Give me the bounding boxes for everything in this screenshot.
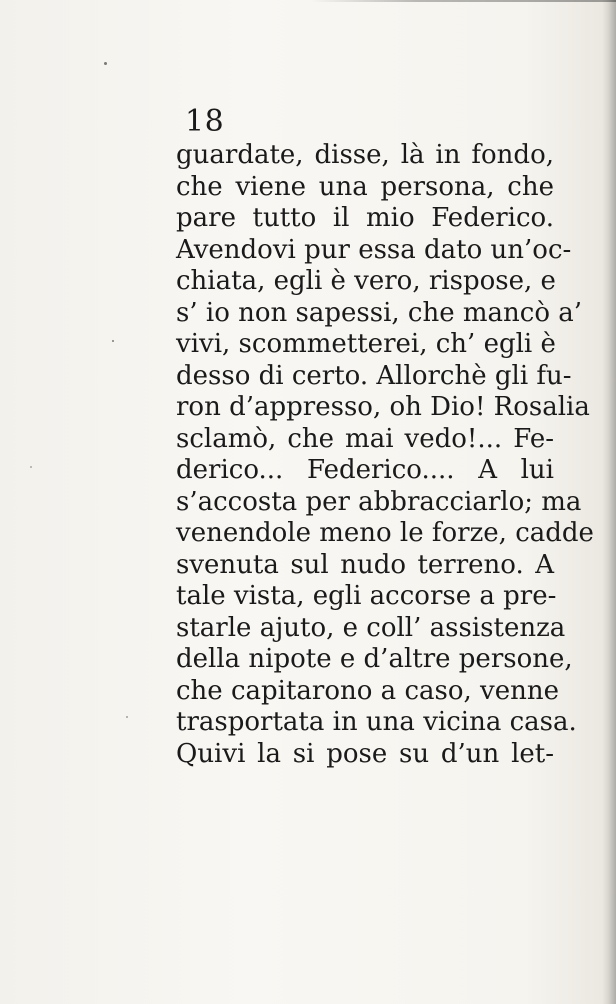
page-gutter-shadow [602,0,616,1004]
paper-speck [112,340,114,342]
paper-speck [104,62,107,65]
paper-speck [30,466,32,468]
text-line: trasportata in una vicina casa. [176,707,577,737]
text-line: Quivi la si pose su d’un let- [176,738,554,769]
text-line: tale vista, egli accorse a pre- [176,581,557,611]
text-line: derico... Federico.... A lui [176,455,554,485]
text-line: desso di certo. Allorchè gli fu- [176,360,572,391]
text-line: svenuta sul nudo terreno. A [176,549,554,580]
text-line: che capitarono a caso, venne [176,675,559,706]
text-line: della nipote e d’altre persone, [176,644,573,674]
page-top-edge [310,0,616,2]
text-line: ron d’appresso, oh Dio! Rosalia [176,392,590,422]
text-line: che viene una persona, che [176,171,554,202]
text-line: Avendovi pur essa dato un’oc- [176,234,572,265]
text-line: sclamò, che mai vedo!... Fe- [176,423,554,454]
text-line: pare tutto il mio Federico. [176,203,554,233]
text-line: guardate, disse, là in fondo, [176,140,554,170]
text-line: vivi, scommetterei, ch’ egli è [176,329,556,359]
text-line: starle ajuto, e coll’ assistenza [176,612,566,643]
body-text [176,140,594,770]
text-line: chiata, egli è vero, rispose, e [176,266,556,296]
page-number: 18 [185,104,225,139]
text-line: s’ io non sapessi, che mancò a’ [176,297,583,328]
text-line: venendole meno le forze, cadde [176,518,594,548]
text-line: s’accosta per abbracciarlo; ma [176,486,582,517]
paper-speck [126,716,128,718]
